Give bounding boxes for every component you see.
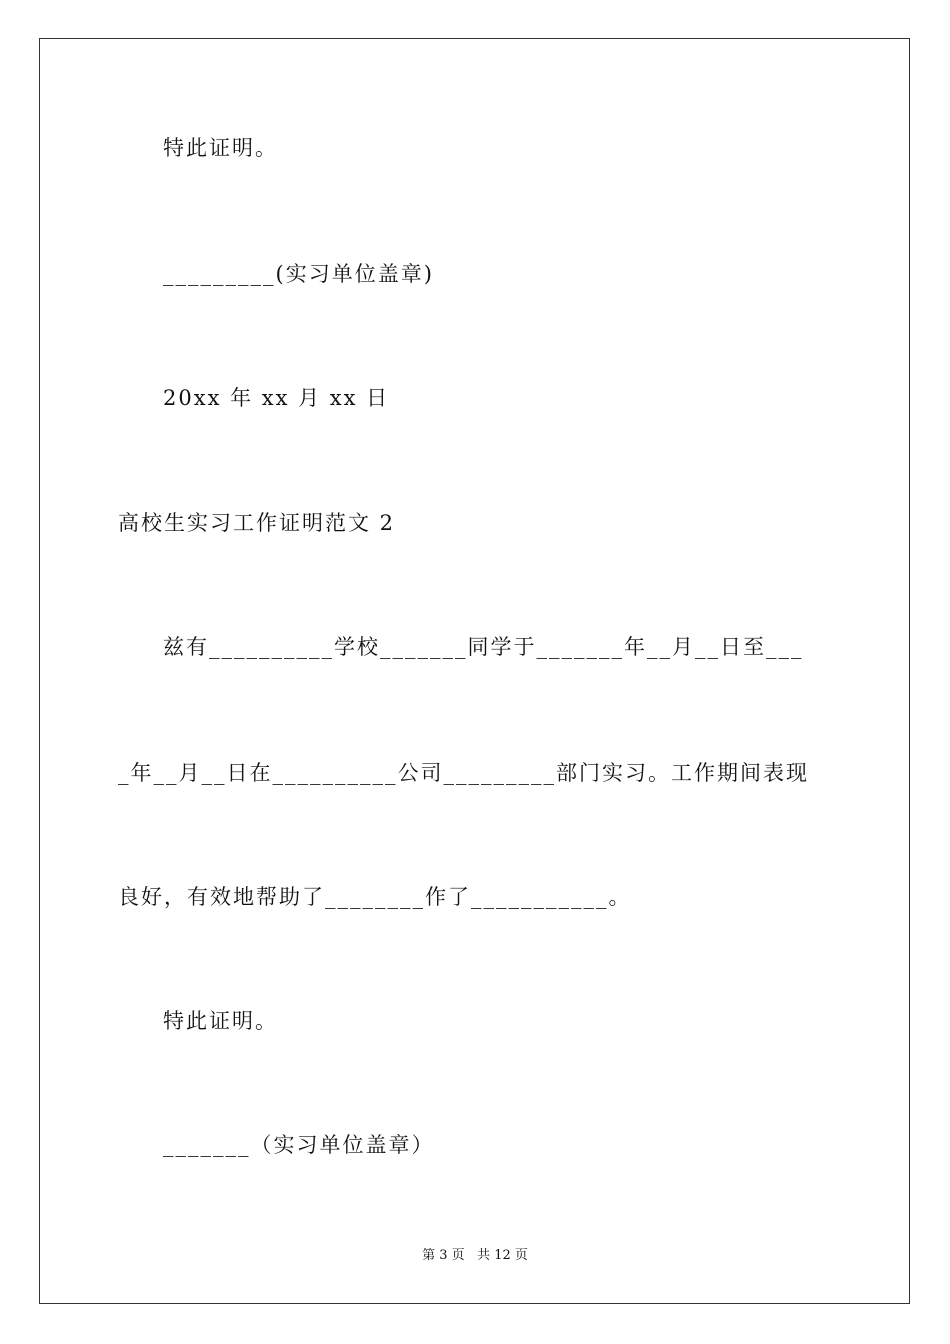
paragraph-certify-1: 特此证明。 [163, 136, 278, 160]
paragraph-date: 20xx 年 xx 月 xx 日 [163, 386, 390, 410]
page-number-footer: 第 3 页 共 12 页 [422, 1248, 528, 1263]
paragraph-body-line-3: 良好，有效地帮助了________作了___________。 [118, 885, 632, 909]
paragraph-body-line-1: 兹有__________学校_______同学于_______年__月__日至___ [163, 635, 804, 659]
page-border [39, 38, 910, 1304]
paragraph-seal-1: _________(实习单位盖章) [163, 262, 434, 286]
paragraph-seal-2: _______（实习单位盖章） [163, 1133, 435, 1157]
paragraph-certify-2: 特此证明。 [163, 1009, 278, 1033]
section-heading: 高校生实习工作证明范文 2 [118, 511, 396, 535]
paragraph-body-line-2: _年__月__日在__________公司_________部门实习。工作期间表现 [118, 761, 809, 785]
